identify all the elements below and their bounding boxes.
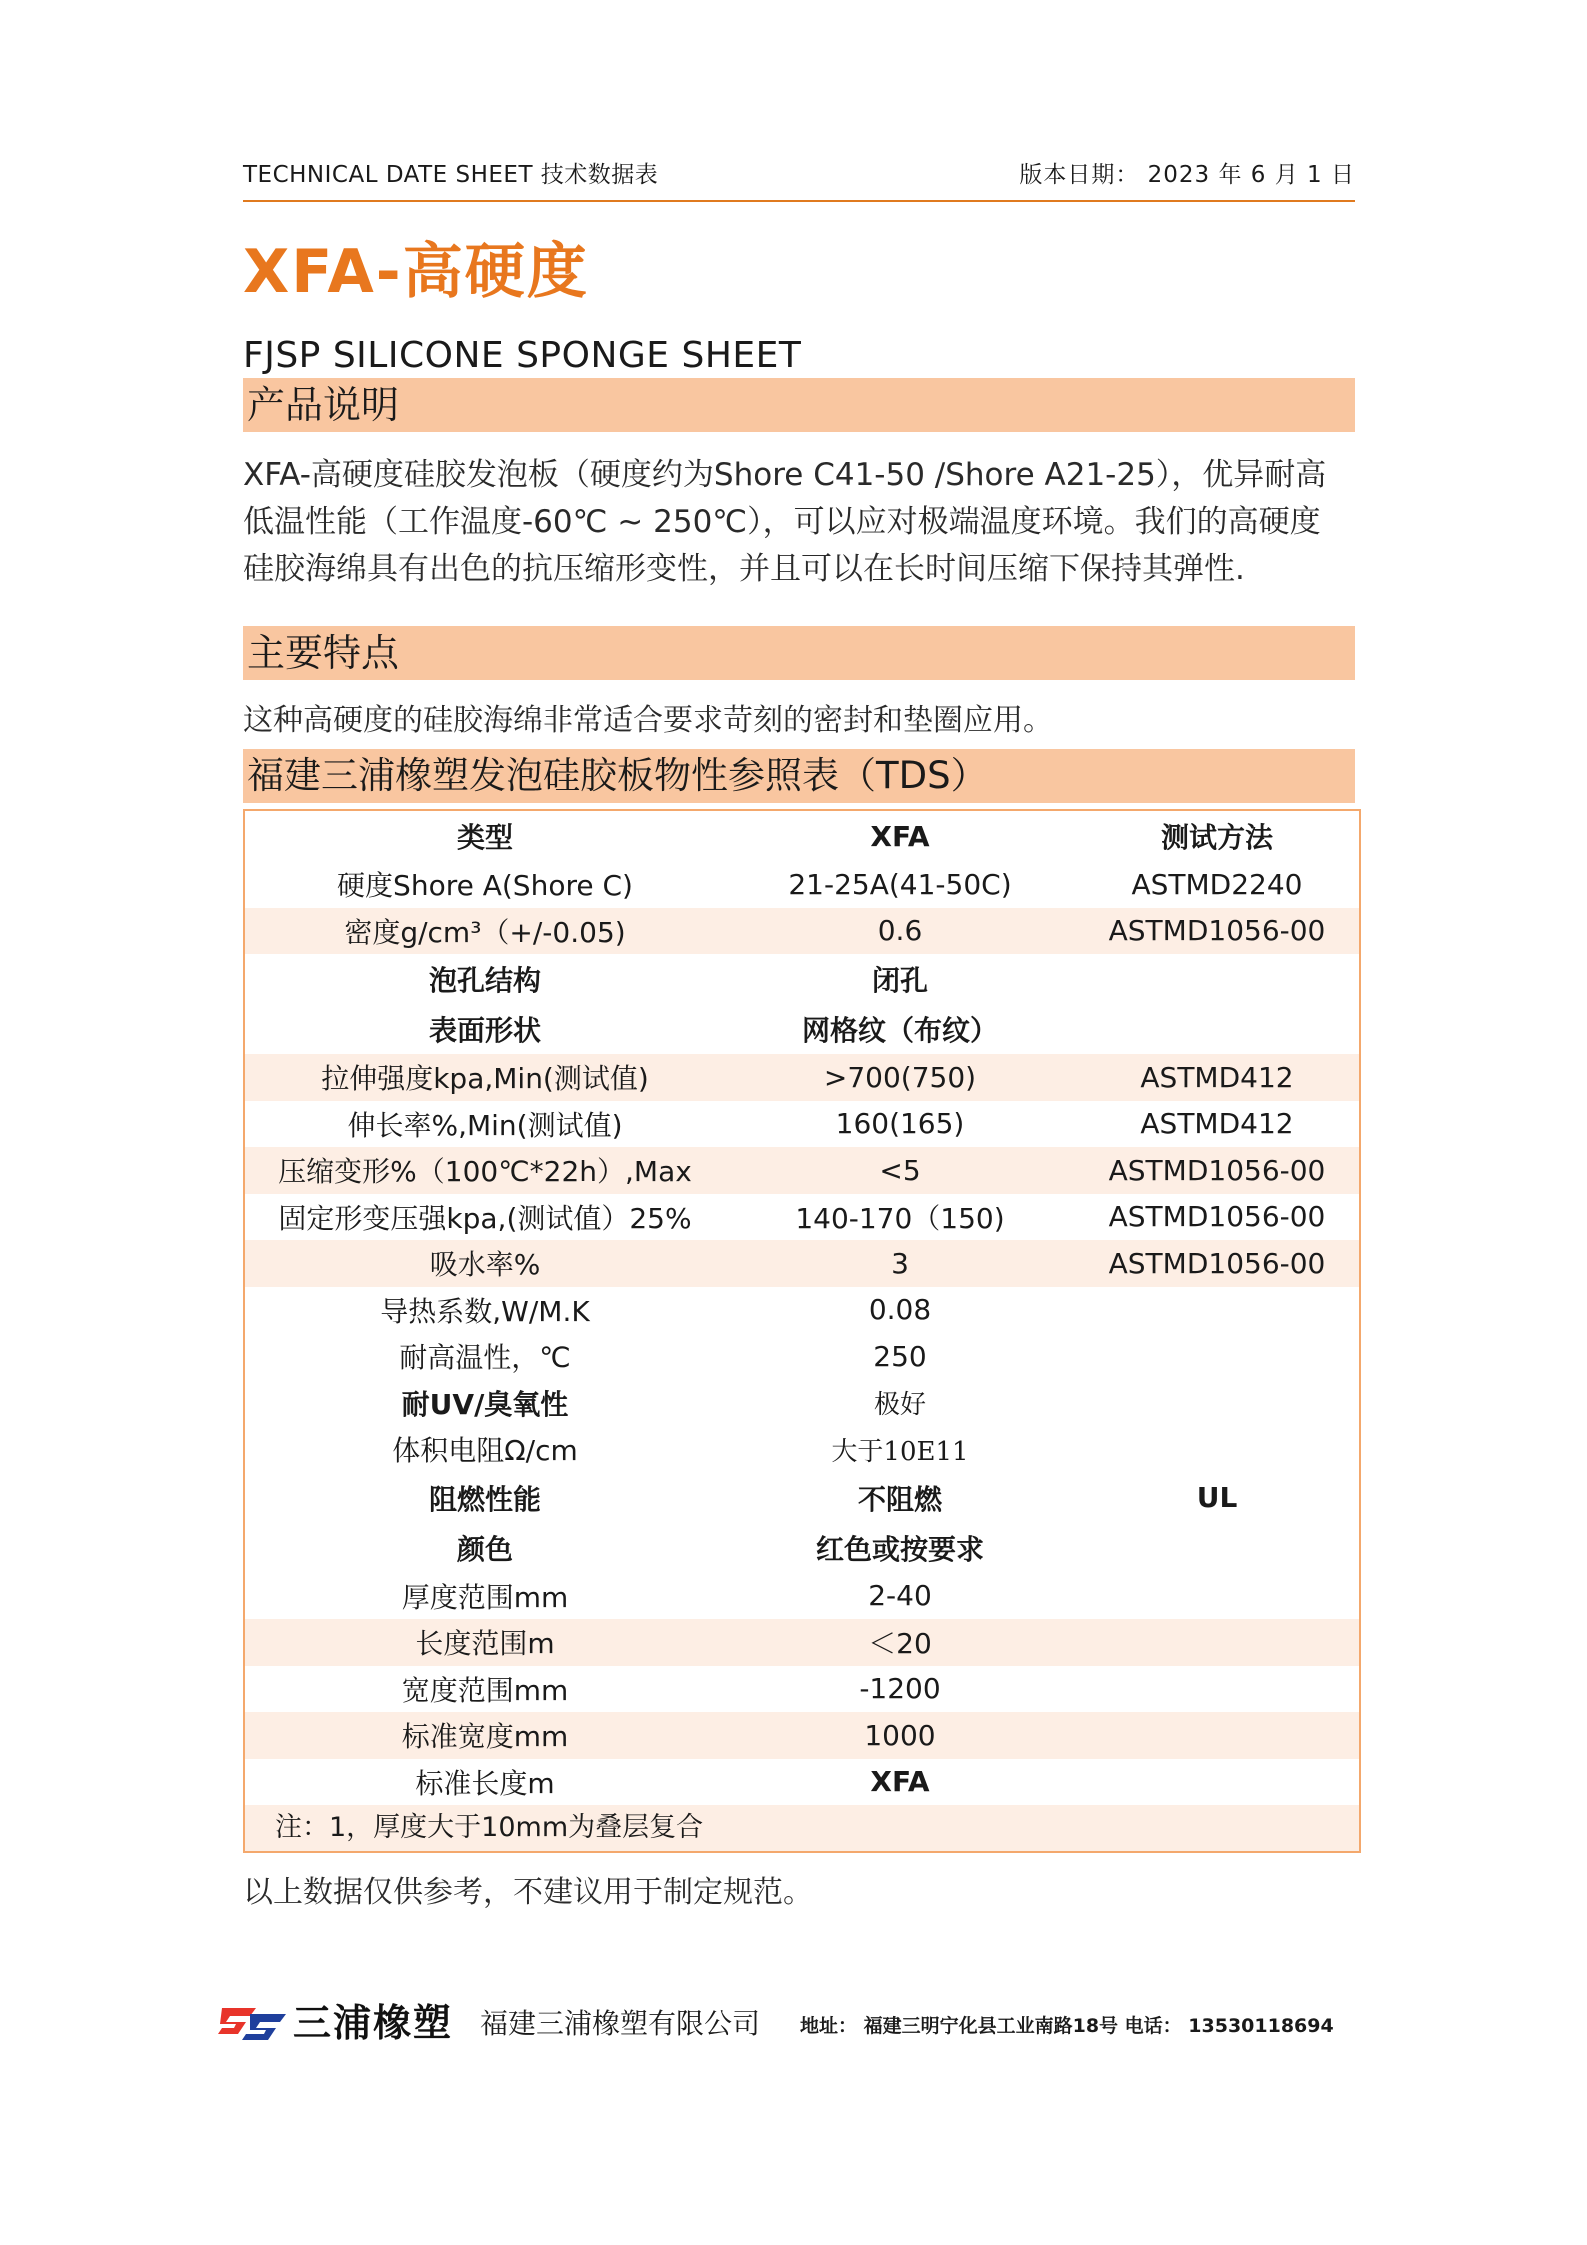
table-cell: 长度范围m (415, 1627, 555, 1661)
table-cell: 伸长率%,Min(测试值) (347, 1108, 623, 1142)
table-note: 注：1，厚度大于10mm为叠层复合 (245, 1805, 1359, 1851)
description-line: 低温性能（工作温度-60℃ ~ 250℃），可以应对极端温度环境。我们的高硬度 (243, 504, 1321, 540)
table-row (245, 1666, 1359, 1713)
product-subtitle: FJSP SILICONE SPONGE SHEET (243, 335, 802, 376)
table-row (245, 954, 1359, 1004)
table-cell: 1000 (864, 1718, 936, 1752)
table-cell: 标准长度m (415, 1766, 555, 1800)
section-heading-features: 主要特点 (243, 626, 1355, 680)
features-text: 这种高硬度的硅胶海绵非常适合要求苛刻的密封和垫圈应用。 (243, 703, 1053, 738)
table-cell: ASTMD1056-00 (1108, 1246, 1326, 1280)
table-row (245, 1240, 1359, 1287)
table-cell: 250 (873, 1339, 927, 1373)
table-row (245, 1333, 1359, 1380)
table-row (245, 861, 1359, 908)
table-cell: 固定形变压强kpa,(测试值）25% (278, 1201, 692, 1235)
table-row (245, 1054, 1359, 1101)
table-cell: 160(165) (835, 1107, 965, 1141)
table-cell: 闭孔 (871, 964, 928, 997)
table-cell: ASTMD1056-00 (1108, 1200, 1326, 1234)
table-cell: 不阻燃 (857, 1482, 942, 1516)
table-header-cell: 类型 (456, 821, 513, 854)
table-cell: 标准宽度mm (401, 1720, 569, 1754)
table-cell: 厚度范围mm (401, 1580, 569, 1614)
table-cell: 极好 (873, 1390, 926, 1421)
table-cell: 体积电阻Ω/cm (392, 1434, 578, 1468)
contact-info: 地址： 福建三明宁化县工业南路18号 电话： 13530118694 (800, 2015, 1334, 2037)
table-cell: 压缩变形%（100℃*22h）,Max (278, 1155, 692, 1189)
description-line: 硅胶海绵具有出色的抗压缩形变性，并且可以在长时间压缩下保持其弹性. (243, 551, 1245, 587)
table-cell: 耐UV/臭氧性 (401, 1387, 569, 1421)
table-row (245, 1473, 1359, 1523)
header-doc-type: TECHNICAL DATE SHEET 技术数据表 (243, 162, 659, 188)
table-row (245, 1759, 1359, 1806)
company-logo-icon (216, 2000, 288, 2048)
table-cell: 泡孔结构 (428, 964, 541, 997)
description-line: XFA-高硬度硅胶发泡板（硬度约为Shore C41-50 /Shore A21-25），优异耐高 (243, 457, 1327, 493)
table-cell: ASTMD1056-00 (1108, 914, 1326, 948)
table-cell: 2-40 (868, 1579, 932, 1613)
table-cell: 0.08 (868, 1293, 932, 1327)
section-heading-description: 产品说明 (243, 378, 1355, 432)
table-row (245, 1523, 1359, 1573)
table-header-cell: 测试方法 (1160, 821, 1273, 854)
table-cell: 硬度Shore A(Shore C) (337, 869, 633, 903)
table-cell: 拉伸强度kpa,Min(测试值) (321, 1062, 649, 1096)
table-cell: ASTMD1056-00 (1108, 1153, 1326, 1187)
product-title: XFA-高硬度 (243, 237, 589, 307)
table-cell: 导热系数,W/M.K (380, 1294, 590, 1328)
table-header-cell: XFA (870, 819, 930, 853)
table-cell: 140-170（150) (795, 1201, 1005, 1235)
table-row (245, 1712, 1359, 1759)
table-cell: 表面形状 (428, 1014, 541, 1047)
disclaimer: 以上数据仅供参考，不建议用于制定规范。 (243, 1875, 813, 1910)
table-cell: <5 (879, 1153, 921, 1187)
table-row (245, 1380, 1359, 1427)
table-row (245, 1147, 1359, 1194)
table-row (245, 1194, 1359, 1241)
table-row (245, 1287, 1359, 1334)
header-version-date: 版本日期： 2023 年 6 月 1 日 (1019, 162, 1355, 188)
table-cell: 3 (891, 1246, 909, 1280)
table-cell: ASTMD2240 (1131, 867, 1303, 901)
properties-table (243, 809, 1361, 1853)
table-row (245, 1101, 1359, 1148)
table-cell: >700(750) (823, 1060, 977, 1094)
table-row (245, 1573, 1359, 1620)
table-cell: 21-25A(41-50C) (788, 867, 1012, 901)
table-row (245, 908, 1359, 955)
table-row (245, 1004, 1359, 1054)
table-cell: -1200 (859, 1672, 941, 1706)
table-cell: 红色或按要求 (815, 1532, 984, 1566)
table-header-row (245, 811, 1359, 861)
table-cell: 0.6 (877, 914, 923, 948)
table-cell: 颜色 (456, 1532, 513, 1566)
table-row (245, 1619, 1359, 1666)
section-heading-tds: 福建三浦橡塑发泡硅胶板物性参照表（TDS） (243, 749, 1355, 803)
table-cell: 大于10E11 (831, 1436, 969, 1467)
table-cell: 吸水率% (429, 1248, 541, 1282)
table-cell: 耐高温性，℃ (399, 1341, 571, 1375)
table-cell: ASTMD412 (1140, 1060, 1294, 1094)
table-cell: ASTMD412 (1140, 1107, 1294, 1141)
table-cell: 密度g/cm³（+/-0.05) (344, 915, 626, 949)
table-cell: XFA (870, 1765, 930, 1799)
table-cell: 网格纹（布纹） (801, 1014, 998, 1047)
table-cell: UL (1196, 1481, 1238, 1514)
table-row (245, 1426, 1359, 1473)
table-cell: 阻燃性能 (428, 1482, 541, 1516)
company-name: 福建三浦橡塑有限公司 (480, 2007, 761, 2040)
brand-name: 三浦橡塑 (293, 2001, 454, 2045)
table-cell: ＜20 (868, 1627, 932, 1661)
table-cell: 宽度范围mm (401, 1673, 569, 1707)
page-header (243, 156, 1355, 202)
description-paragraph (243, 452, 1363, 593)
